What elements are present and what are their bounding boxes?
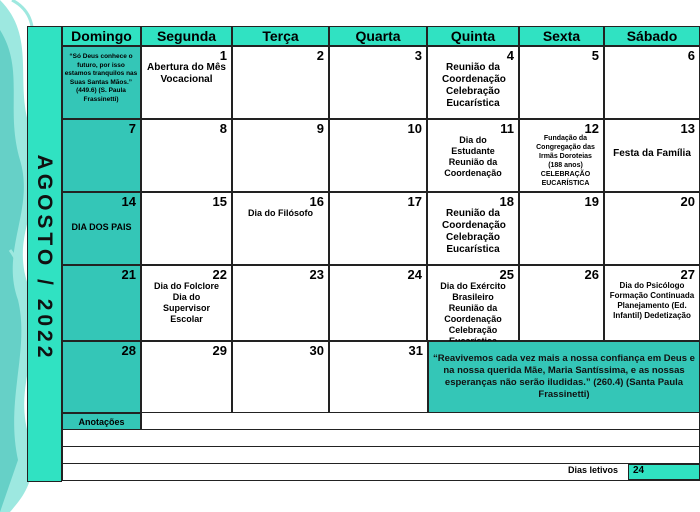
day-cell[interactable]: [141, 265, 232, 341]
day-cell[interactable]: [232, 119, 329, 192]
day-number: 6: [687, 48, 695, 63]
day-cell[interactable]: [604, 119, 700, 192]
day-cell[interactable]: [519, 119, 604, 192]
day-event: DIA DOS PAIS: [71, 222, 132, 232]
day-cell[interactable]: [141, 341, 232, 413]
closing-quote-box: [428, 341, 700, 413]
notes-label: Anotações: [62, 413, 141, 430]
day-number: 27: [680, 267, 695, 282]
day-number: 20: [680, 194, 695, 209]
day-number: 31: [408, 343, 423, 358]
day-number: 4: [506, 48, 514, 63]
day-number: 29: [212, 343, 227, 358]
day-number: 18: [499, 194, 514, 209]
day-number: 8: [219, 121, 227, 136]
day-cell[interactable]: [141, 46, 232, 119]
day-cell[interactable]: [519, 46, 604, 119]
day-number: 2: [316, 48, 324, 63]
school-days-label: Dias letivos: [568, 465, 619, 475]
header-sabado: Sábado: [604, 26, 700, 46]
day-number: 5: [591, 48, 599, 63]
day-event: Fundação da Congregação das Irmãs Doroteias (188 anos) CELEBRAÇÃO EUCARÍSTICA: [536, 135, 595, 187]
day-cell[interactable]: [519, 265, 604, 341]
day-number: 14: [121, 194, 136, 209]
day-cell[interactable]: [427, 46, 519, 119]
day-number: 28: [121, 343, 136, 358]
header-quarta: Quarta: [329, 26, 427, 46]
notes-line[interactable]: [141, 413, 700, 430]
notes-line[interactable]: [62, 430, 700, 447]
day-number: 11: [500, 121, 514, 136]
day-event: Abertura do Mês Vocacional: [147, 62, 226, 85]
day-event: Dia do Exército Brasileiro Reunião da Coordenação Celebração: [440, 281, 506, 335]
day-number: 15: [212, 194, 227, 209]
day-cell[interactable]: [62, 119, 141, 192]
day-number: 9: [316, 121, 324, 136]
day-event: Dia do Estudante Reunião da Coordenação: [444, 135, 502, 178]
day-number: 25: [499, 267, 514, 282]
day-event: Reunião da Coordenação Celebração Eucarística: [442, 208, 506, 255]
day-cell[interactable]: [329, 46, 427, 119]
day-cell[interactable]: [329, 265, 427, 341]
day-cell[interactable]: [62, 192, 141, 265]
day-number: 16: [309, 194, 324, 209]
day-cell[interactable]: [604, 192, 700, 265]
header-quinta: Quinta: [427, 26, 519, 46]
day-number: 7: [128, 121, 136, 136]
day-event: Dia do Psicólogo Formação Continuada Planejamento (Ed. Infantil) Dedetização: [609, 281, 695, 320]
day-number: 24: [407, 267, 422, 282]
day-number: 10: [407, 121, 422, 136]
notes-line[interactable]: [62, 447, 700, 464]
day-number: 23: [309, 267, 324, 282]
first-cell-quote: “Só Deus conhece o futuro, por isso estamos tranquilos nas Suas Santas Mãos.” (449.6) (S. Paula Frassinetti): [64, 53, 138, 103]
month-title: AGOSTO / 2022: [33, 154, 56, 362]
day-cell[interactable]: [232, 341, 329, 413]
day-cell[interactable]: [232, 265, 329, 341]
day-number: 19: [584, 194, 599, 209]
day-event: Reunião da Coordenação Celebração Eucarística: [442, 62, 506, 109]
day-cell[interactable]: [232, 192, 329, 265]
day-cell[interactable]: [62, 265, 141, 341]
day-cell[interactable]: [232, 46, 329, 119]
day-cell[interactable]: [141, 119, 232, 192]
day-number: 13: [680, 121, 695, 136]
day-number: 21: [121, 267, 136, 282]
day-cell[interactable]: [62, 341, 141, 413]
day-cell[interactable]: [519, 192, 604, 265]
header-sexta: Sexta: [519, 26, 604, 46]
day-event: Festa da Família: [613, 148, 691, 159]
day-event: Dia do Filósofo: [248, 208, 313, 218]
day-number: 26: [584, 267, 599, 282]
school-days-value: 24: [628, 464, 700, 480]
day-number: 12: [584, 121, 599, 136]
day-cell[interactable]: [329, 341, 428, 413]
day-number: 17: [407, 194, 422, 209]
day-cell[interactable]: [427, 265, 519, 341]
day-cell[interactable]: [604, 46, 700, 119]
day-cell[interactable]: [604, 265, 700, 341]
day-number: 30: [309, 343, 324, 358]
day-event: Dia do Folclore Dia do Supervisor Escolar: [153, 281, 219, 324]
header-segunda: Segunda: [141, 26, 232, 46]
closing-quote: “Reavivemos cada vez mais a nossa confiança em Deus e na nossa querida Mãe, Maria Santíssima, e as nossas esperanças não serão iludidas.” (260.4) (Santa Paula Frassinetti): [433, 353, 695, 400]
day-number: 22: [212, 267, 227, 282]
header-domingo: Domingo: [62, 26, 141, 46]
day-number: 3: [414, 48, 422, 63]
header-terca: Terça: [232, 26, 329, 46]
day-cell[interactable]: [141, 192, 232, 265]
day-cell[interactable]: [427, 119, 519, 192]
day-cell[interactable]: [427, 192, 519, 265]
day-number: 1: [219, 48, 227, 63]
day-cell[interactable]: [329, 119, 427, 192]
day-cell[interactable]: [329, 192, 427, 265]
